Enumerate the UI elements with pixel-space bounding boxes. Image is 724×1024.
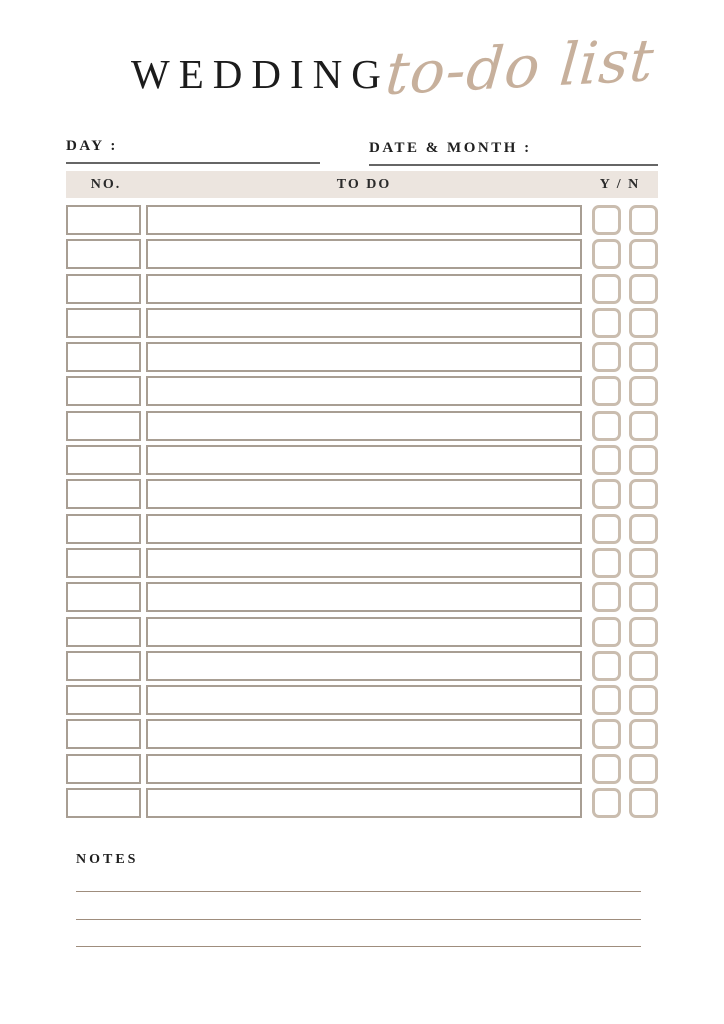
date-month-field[interactable] xyxy=(369,140,658,166)
row-checkbox-yes[interactable] xyxy=(592,205,621,235)
row-todo-box[interactable] xyxy=(146,651,582,681)
row-todo-box[interactable] xyxy=(146,617,582,647)
row-checkbox-no[interactable] xyxy=(629,376,658,406)
row-checkbox-yes[interactable] xyxy=(592,582,621,612)
row-number-box[interactable] xyxy=(66,719,141,749)
row-number-box[interactable] xyxy=(66,376,141,406)
row-number-box[interactable] xyxy=(66,617,141,647)
row-checkbox-no[interactable] xyxy=(629,617,658,647)
table-row xyxy=(66,754,658,784)
table-row xyxy=(66,617,658,647)
row-todo-box[interactable] xyxy=(146,411,582,441)
row-number-box[interactable] xyxy=(66,205,141,235)
column-header-yn: Y / N xyxy=(599,176,641,192)
table-header-bar xyxy=(66,171,658,198)
table-row xyxy=(66,685,658,715)
table-row xyxy=(66,411,658,441)
table-row xyxy=(66,788,658,818)
row-todo-box[interactable] xyxy=(146,239,582,269)
table-row xyxy=(66,479,658,509)
notes-writing-line[interactable] xyxy=(76,891,641,892)
row-checkbox-no[interactable] xyxy=(629,205,658,235)
row-number-box[interactable] xyxy=(66,685,141,715)
row-todo-box[interactable] xyxy=(146,788,582,818)
row-checkbox-yes[interactable] xyxy=(592,548,621,578)
row-number-box[interactable] xyxy=(66,514,141,544)
row-checkbox-yes[interactable] xyxy=(592,754,621,784)
row-checkbox-yes[interactable] xyxy=(592,685,621,715)
todo-rows xyxy=(66,205,658,822)
row-checkbox-no[interactable] xyxy=(629,239,658,269)
row-todo-box[interactable] xyxy=(146,582,582,612)
notes-label: NOTES xyxy=(76,852,139,867)
row-checkbox-no[interactable] xyxy=(629,685,658,715)
notes-writing-line[interactable] xyxy=(76,919,641,920)
row-checkbox-no[interactable] xyxy=(629,719,658,749)
table-row xyxy=(66,582,658,612)
row-number-box[interactable] xyxy=(66,479,141,509)
row-checkbox-yes[interactable] xyxy=(592,411,621,441)
row-todo-box[interactable] xyxy=(146,685,582,715)
row-number-box[interactable] xyxy=(66,445,141,475)
row-checkbox-no[interactable] xyxy=(629,308,658,338)
day-label: DAY : xyxy=(66,138,118,154)
row-todo-box[interactable] xyxy=(146,342,582,372)
row-checkbox-yes[interactable] xyxy=(592,514,621,544)
row-checkbox-yes[interactable] xyxy=(592,376,621,406)
table-row xyxy=(66,651,658,681)
row-checkbox-no[interactable] xyxy=(629,342,658,372)
row-checkbox-yes[interactable] xyxy=(592,719,621,749)
table-row xyxy=(66,205,658,235)
row-number-box[interactable] xyxy=(66,788,141,818)
row-todo-box[interactable] xyxy=(146,445,582,475)
notes-area xyxy=(76,891,641,974)
row-todo-box[interactable] xyxy=(146,376,582,406)
row-todo-box[interactable] xyxy=(146,205,582,235)
row-checkbox-no[interactable] xyxy=(629,479,658,509)
row-checkbox-yes[interactable] xyxy=(592,342,621,372)
column-header-todo: TO DO xyxy=(336,176,392,192)
row-number-box[interactable] xyxy=(66,582,141,612)
table-row xyxy=(66,342,658,372)
row-checkbox-no[interactable] xyxy=(629,582,658,612)
table-row xyxy=(66,445,658,475)
row-number-box[interactable] xyxy=(66,342,141,372)
row-checkbox-no[interactable] xyxy=(629,548,658,578)
row-number-box[interactable] xyxy=(66,411,141,441)
row-checkbox-yes[interactable] xyxy=(592,445,621,475)
row-checkbox-no[interactable] xyxy=(629,514,658,544)
row-todo-box[interactable] xyxy=(146,548,582,578)
row-checkbox-yes[interactable] xyxy=(592,308,621,338)
row-number-box[interactable] xyxy=(66,754,141,784)
notes-writing-line[interactable] xyxy=(76,946,641,947)
table-row xyxy=(66,274,658,304)
row-checkbox-yes[interactable] xyxy=(592,479,621,509)
row-checkbox-yes[interactable] xyxy=(592,239,621,269)
table-row xyxy=(66,548,658,578)
day-field[interactable] xyxy=(66,138,320,164)
table-row xyxy=(66,308,658,338)
date-month-label: DATE & MONTH : xyxy=(369,140,532,156)
row-checkbox-no[interactable] xyxy=(629,651,658,681)
row-todo-box[interactable] xyxy=(146,274,582,304)
row-number-box[interactable] xyxy=(66,308,141,338)
row-number-box[interactable] xyxy=(66,651,141,681)
row-todo-box[interactable] xyxy=(146,719,582,749)
row-checkbox-no[interactable] xyxy=(629,411,658,441)
row-todo-box[interactable] xyxy=(146,514,582,544)
row-checkbox-no[interactable] xyxy=(629,788,658,818)
row-checkbox-no[interactable] xyxy=(629,754,658,784)
row-todo-box[interactable] xyxy=(146,754,582,784)
table-row xyxy=(66,719,658,749)
row-number-box[interactable] xyxy=(66,239,141,269)
column-header-no: NO. xyxy=(90,176,122,192)
page-subtitle-script: to-do list xyxy=(383,25,658,109)
row-checkbox-yes[interactable] xyxy=(592,651,621,681)
row-checkbox-yes[interactable] xyxy=(592,617,621,647)
row-todo-box[interactable] xyxy=(146,308,582,338)
row-todo-box[interactable] xyxy=(146,479,582,509)
row-number-box[interactable] xyxy=(66,274,141,304)
row-checkbox-yes[interactable] xyxy=(592,274,621,304)
row-checkbox-yes[interactable] xyxy=(592,788,621,818)
row-checkbox-no[interactable] xyxy=(629,445,658,475)
page-title: WEDDING xyxy=(131,51,390,97)
row-number-box[interactable] xyxy=(66,548,141,578)
table-row xyxy=(66,514,658,544)
table-row xyxy=(66,376,658,406)
table-row xyxy=(66,239,658,269)
row-checkbox-no[interactable] xyxy=(629,274,658,304)
